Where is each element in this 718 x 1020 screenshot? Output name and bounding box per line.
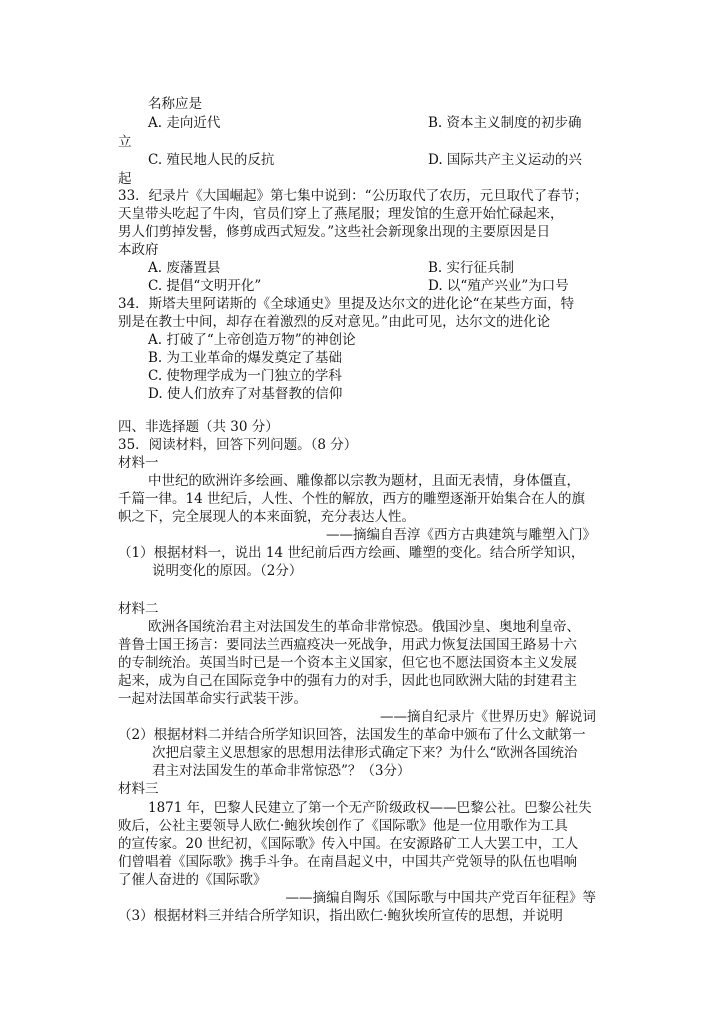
q32-option-c: C. 殖民地人民的反抗 [148, 152, 275, 168]
material2-line1: 欧洲各国统治君主对法国发生的革命非常惊恐。俄国沙皇、奥地利皇帝、 [148, 619, 580, 635]
q33-option-d: D. 以“殖产兴业”为口号 [428, 278, 569, 294]
q33-option-b: B. 实行征兵制 [428, 260, 515, 276]
q33-option-c: C. 提倡“文明开化” [148, 278, 262, 294]
q32-option-b: B. 资本主义制度的初步确 [428, 115, 582, 131]
material3-line5: 了催人奋进的《国际歌》 [118, 872, 267, 888]
material2-label: 材料二 [118, 601, 159, 617]
q32-stem-end: 名称应是 [148, 96, 202, 112]
material3-line1: 1871 年，巴黎人民建立了第一个无产阶级政权——巴黎公社。巴黎公社失 [148, 800, 592, 816]
sub-question-2-line3: 君主对法国发生的革命非常惊恐”？（3分） [152, 763, 411, 779]
q32-option-b-wrap: 立 [118, 134, 132, 150]
q32-option-d: D. 国际共产主义运动的兴 [428, 152, 582, 168]
q33-stem-line4: 本政府 [118, 242, 159, 258]
sub-question-2-line2: 次把启蒙主义思想家的思想用法律形式确定下来？为什么“欧洲各国统治 [152, 745, 578, 761]
q33-stem-line3: 男人们剪掉发髻，修剪成西式短发。”这些社会新现象出现的主要原因是日 [118, 224, 551, 240]
section-title: 四、非选择题（共 30 分） [118, 419, 279, 435]
material2-line3: 的专制统治。英国当时已是一个资本主义国家，但它也不愿法国资本主义发展 [118, 655, 577, 671]
sub-question-1-line1: （1）根据材料一，说出 14 世纪前后西方绘画、雕塑的变化。结合所学知识， [118, 545, 585, 561]
q34-option-b: B. 为工业革命的爆发奠定了基础 [148, 350, 343, 366]
q34-stem-line2: 别是在教士中间，却存在着激烈的反对意见。”由此可见，达尔文的进化论 [118, 314, 551, 330]
material2-line2: 普鲁士国王扬言：要同法兰西瘟疫决一死战争，用武力恢复法国国王路易十六 [118, 637, 577, 653]
q35-heading: 35．阅读材料，回答下列问题。（8 分） [118, 437, 358, 453]
material3-line3: 的宣传家。20 世纪初，《国际歌》传入中国。在安源路矿工人大罢工中，工人 [118, 836, 579, 852]
material1-line3: 帜之下，完全展现人的本来面貌，充分表达人性。 [118, 509, 415, 525]
sub-question-2-line1: （2）根据材料二并结合所学知识回答，法国发生的革命中颁布了什么文献第一 [118, 727, 586, 743]
sub-question-1-line2: 说明变化的原因。（2分） [152, 563, 303, 579]
material1-label: 材料一 [118, 455, 159, 471]
q34-stem-line1: 34．斯塔夫里阿诺斯的《全球通史》里提及达尔文的进化论“在某些方面，特 [118, 296, 575, 312]
material2-line5: 一起对法国革命实行武装干涉。 [118, 691, 307, 707]
material1-line1: 中世纪的欧洲许多绘画、雕像都以宗教为题材，且面无表情，身体僵直， [148, 473, 580, 489]
material3-line4: 们曾唱着《国际歌》携手斗争。在南昌起义中，中国共产党领导的队伍也唱响 [118, 854, 577, 870]
q32-option-d-wrap: 起 [118, 171, 132, 187]
sub-question-3-line1: （3）根据材料三并结合所学知识，指出欧仁·鲍狄埃所宣传的思想，并说明 [118, 908, 563, 924]
material3-label: 材料三 [118, 781, 159, 797]
material3-source: ——摘编自陶乐《国际歌与中国共产党百年征程》等 [285, 890, 596, 906]
q34-option-a: A. 打破了“上帝创造万物”的神创论 [148, 332, 356, 348]
material2-source: ——摘自纪录片《世界历史》解说词 [380, 709, 596, 725]
material2-line4: 起来，成为自己在国际竞争中的强有力的对手，因此也同欧洲大陆的封建君主 [118, 673, 577, 689]
material1-source: ——摘编自吾淳《西方古典建筑与雕塑入门》 [326, 527, 596, 543]
material1-line2: 千篇一律。14 世纪后，人性、个性的解放，西方的雕塑逐渐开始集合在人的旗 [118, 491, 585, 507]
q34-option-c: C. 使物理学成为一门独立的学科 [148, 368, 342, 384]
q34-option-d: D. 使人们放弃了对基督教的信仰 [148, 386, 343, 402]
q33-stem-line1: 33．纪录片《大国崛起》第七集中说到：“公历取代了农历，元旦取代了春节； [118, 188, 588, 204]
material3-line2: 败后，公社主要领导人欧仁·鲍狄埃创作了《国际歌》他是一位用歌作为工具 [118, 818, 568, 834]
q33-stem-line2: 天皇带头吃起了牛肉，官员们穿上了燕尾服；理发馆的生意开始忙碌起来， [118, 206, 564, 222]
q33-option-a: A. 废藩置县 [148, 260, 221, 276]
q32-option-a: A. 走向近代 [148, 115, 221, 131]
